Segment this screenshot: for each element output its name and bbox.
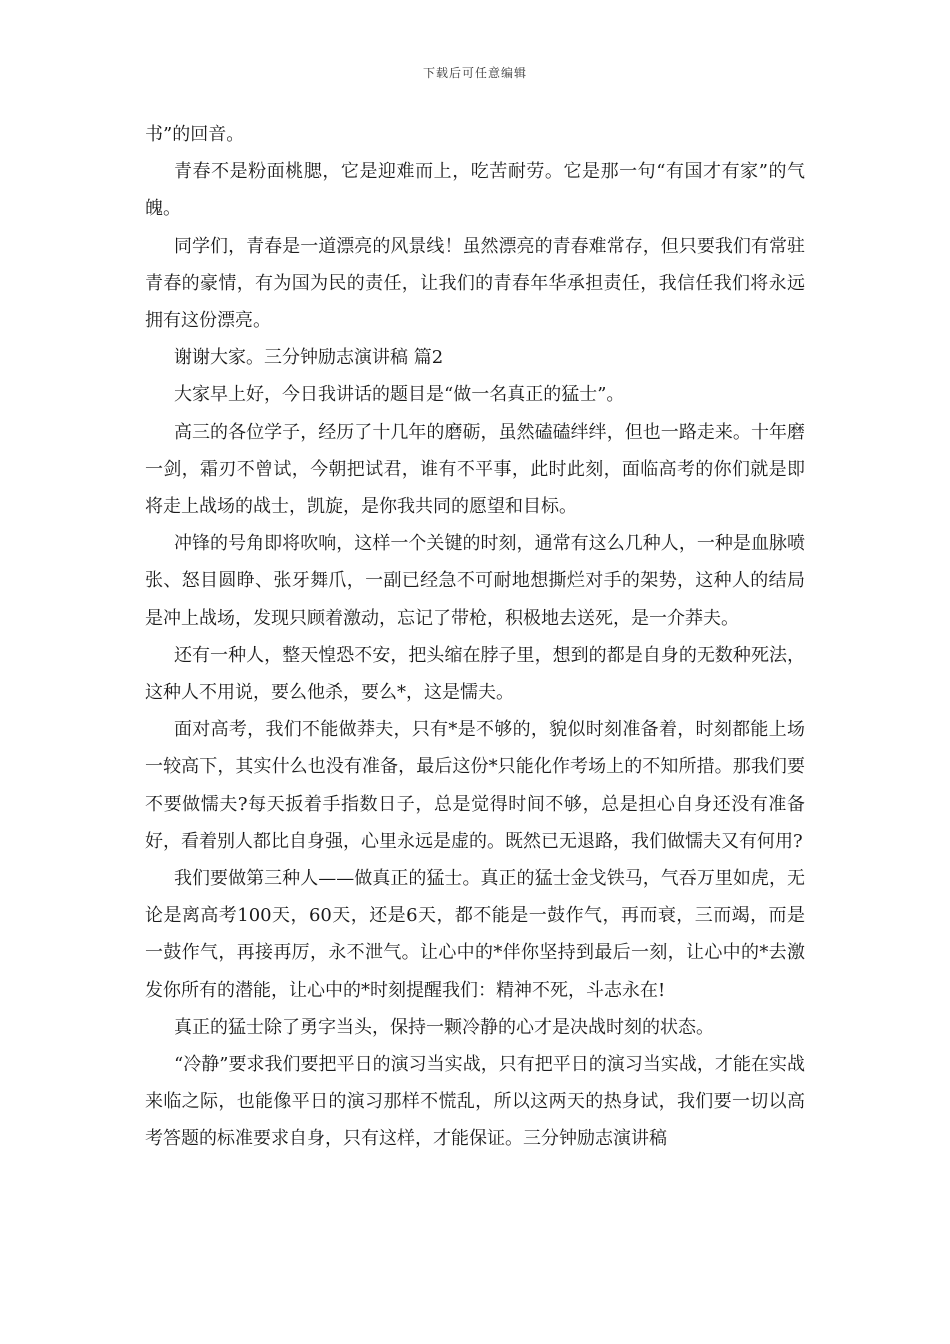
paragraph-3: 同学们，青春是一道漂亮的风景线！虽然漂亮的青春难常存，但只要我们有常驻青春的豪情，有为国为民的责任，让我们的青春年华承担责任，我信任我们将永远拥有这份漂亮。 [145,235,805,332]
paragraph-4: 谢谢大家。三分钟励志演讲稿 篇2 [174,347,444,369]
page-header-note: 下载后可任意编辑 [422,66,527,80]
paragraph-8: 还有一种人，整天惶恐不安，把头缩在脖子里，想到的都是自身的无数种死法，这种人不用说，要么他杀，要么*，这是懦夫。 [145,644,805,704]
paragraph-2: 青春不是粉面桃腮，它是迎难而上，吃苦耐劳。它是那一句“有国才有家”的气魄。 [145,161,805,220]
paragraph-11: 真正的猛士除了勇字当头，保持一颗冷静的心才是决战时刻的状态。 [174,1016,714,1038]
paragraph-6: 高三的各位学子，经历了十几年的磨砺，虽然磕磕绊绊，但也一路走来。十年磨一剑，霜刃不曾试，今朝把试君，谁有不平事，此时此刻，面临高考的你们就是即将走上战场的战士，凯旋，是你我共同的愿望和目标。 [145,421,805,518]
document-body [145,116,805,1158]
paragraph-1: 书”的回音。 [145,124,245,145]
paragraph-5: 大家早上好，今日我讲话的题目是“做一名真正的猛士”。 [174,384,625,406]
paragraph-10: 我们要做第三种人——做真正的猛士。真正的猛士金戈铁马，气吞万里如虎，无论是离高考100天，60天，还是6天，都不能是一鼓作气，再而衰，三而竭，而是一鼓作气，再接再厉，永不泄气。让心中的*伴你坚持到最后一刻，让心中的*去激发你所有的潜能，让心中的*时刻提醒我们：精神不死，斗志永在! [145,868,805,1001]
paragraph-12: “冷静”要求我们要把平日的演习当实战，只有把平日的演习当实战，才能在实战来临之际，也能像平日的演习那样不慌乱，所以这两天的热身试，我们要一切以高考答题的标准要求自身，只有这样，才能保证。三分钟励志演讲稿 [145,1054,805,1150]
paragraph-9: 面对高考，我们不能做莽夫，只有*是不够的，貌似时刻准备着，时刻都能上场一较高下，其实什么也没有准备，最后这份*只能化作考场上的不知所措。那我们要不要做懦夫?每天扳着手指数日子，总是觉得时间不够，总是担心自身还没有准备好，看着别人都比自身强，心里永远是虚的。既然已无退路，我们做懦夫又有何用? [145,719,805,852]
paragraph-7: 冲锋的号角即将吹响，这样一个关键的时刻，通常有这么几种人，一种是血脉喷张、怒目圆睁、张牙舞爪，一副已经急不可耐地想撕烂对手的架势，这种人的结局是冲上战场，发现只顾着激动，忘记了带枪，积极地去送死，是一介莽夫。 [145,533,805,629]
